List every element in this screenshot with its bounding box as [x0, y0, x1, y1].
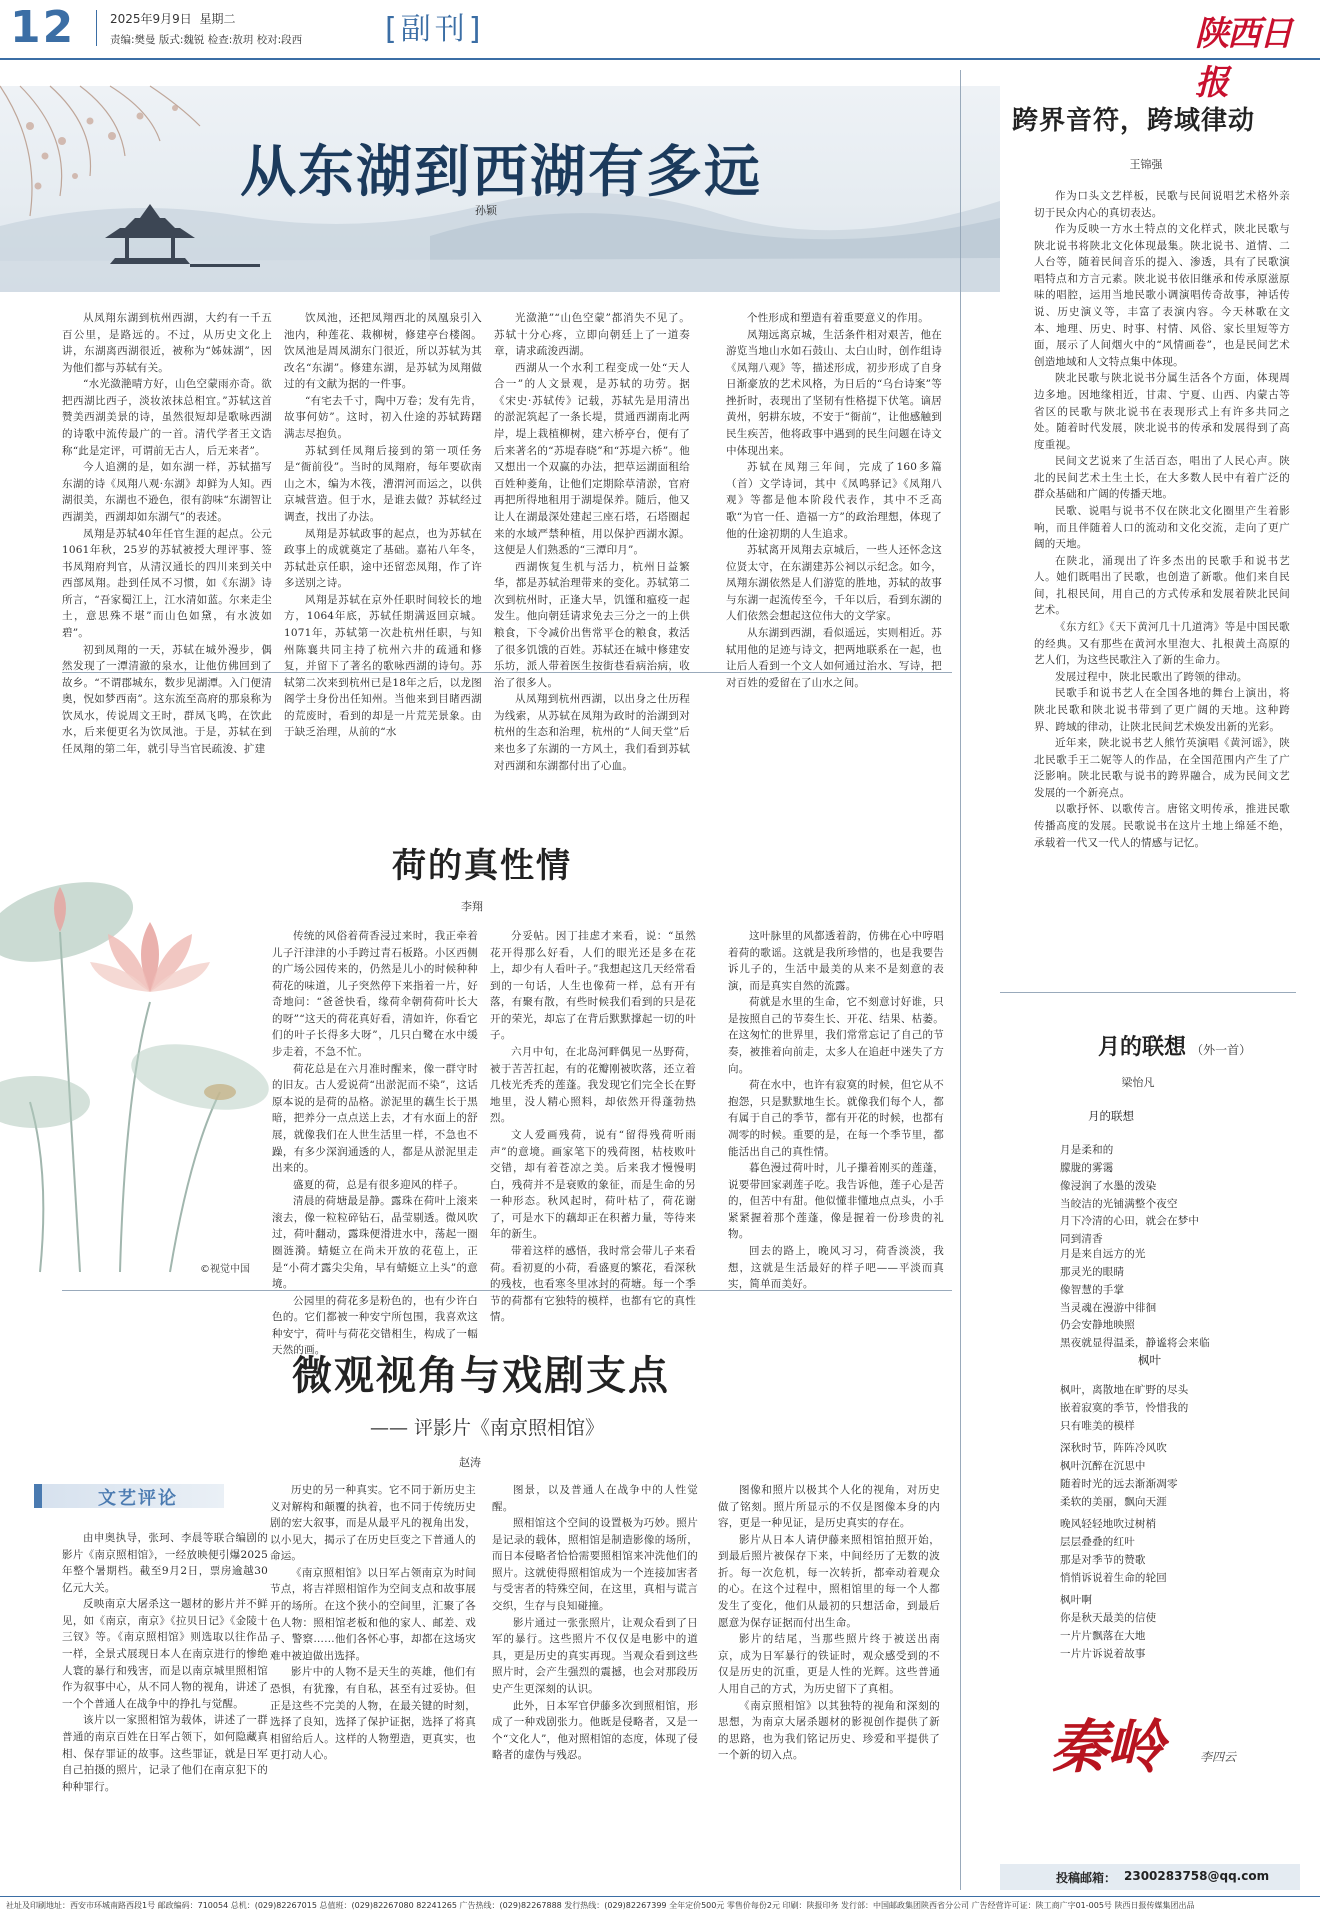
a1c4-p5: 从东湖到西湖，看似遥远，实则相近。苏轼用他的足迹与诗文，把两地联系在一起，也让后人看到一个文人如何通过治水、写诗，把对百姓的爱留在了山水之间。 — [726, 626, 942, 689]
image-credit: ©视觉中国 — [200, 1264, 250, 1275]
poem-author: 梁怡凡 — [1121, 1076, 1155, 1089]
a3c4-p3: 影片的结尾，当那些照片终于被送出南京，成为日军暴行的铁证时，观众感受到的不仅是历史的沉重，更是人性的光辉。这些普通人用自己的方式，为历史留下了真相。 — [718, 1633, 940, 1695]
a2c2-p2: 六月中旬，在北岛河畔偶见一丛野荷，被于苦苦扛起，有的花瓣刚被吹落，还立着几枝光秃秃的莲蓬。我发现它们完全长在野地里，没人精心照料，却依然开得蓬勃热烈。 — [490, 1046, 696, 1125]
a3c2-p3: 影片中的人物不是天生的英雄，他们有恐惧，有犹豫，有自私，甚至有过妥协。但正是这些不完美的人物，在最关键的时刻，选择了良知，选择了保护证据，选择了将真相留给后人。这样的人物塑造，更真实，也更打动人心。 — [270, 1666, 476, 1762]
article3-col1 — [62, 1530, 268, 1878]
article4-author: 王锦强 — [1129, 158, 1163, 171]
s1-l4: 当皎洁的光铺满整个夜空 — [1060, 1197, 1178, 1210]
a4-p8: 发展过程中，陕北民歌出了跨领的律动。 — [1055, 670, 1248, 683]
poem-subtitle-2: 枫叶 — [1138, 1353, 1161, 1367]
a2c1-p3: 盛夏的荷，总是有很多迎风的样子。 — [293, 1178, 465, 1191]
poem-title: 月的联想 — [1098, 1034, 1187, 1060]
s5-l2: 层层叠叠的红叶 — [1060, 1535, 1135, 1548]
a4-p4: 民间文艺说来了生活百态，唱出了人民心声。陕北的民间艺术土生土长，在大多数人民中有着广泛的群众基础和广阔的传播天地。 — [1034, 455, 1290, 501]
label-corner — [34, 1484, 42, 1508]
s3-l1: 枫叶，离散地在旷野的尽头 — [1060, 1384, 1189, 1396]
a3c1-p2: 反映南京大屠杀这一题材的影片并不鲜见，如《南京，南京》《拉贝日记》《金陵十三钗》等。《南京照相馆》则选取以往作品一样，全景式展现日本人在南京进行的惨绝人寰的暴行和残害，而是以南京城里照相馆作为叙事中心，从不同人物的视角，讲述了一个个普通人在战争中的挣扎与觉醒。 — [62, 1598, 268, 1710]
a2c3-p5: 回去的路上，晚风习习，荷香淡淡，我想，这就是生活最好的样子吧——平淡而真实，简单而美好。 — [728, 1244, 944, 1291]
a2c1-p4: 清晨的荷塘最是静。露珠在荷叶上滚来滚去，像一粒粒碎钻石，晶莹剔透。微风吹过，荷叶翻动，露珠便滑进水中，荡起一圈圈涟漪。蜻蜓立在尚未开放的花苞上，正是“小荷才露尖尖角，早有蜻蜓立上头”的意境。 — [272, 1195, 478, 1291]
a1c2-p1: 饮凤池，还把凤翔西北的凤凰泉引入池内，种莲花、栽柳树，修建亭台楼阁。饮凤池是周凤湖东门很近，所以苏轼为其改名“东湖”。修建东湖，是苏轼为凤翔做过的有文献为据的一件事。 — [284, 312, 482, 391]
lotus-leaf-2 — [125, 1033, 274, 1121]
poem-subtitle-1: 月的联想 — [1088, 1109, 1134, 1123]
a3c4-p1: 图像和照片以极其个人化的视角，对历史做了铭刻。照片所显示的不仅是图像本身的内容，更是一种见证，是历史真实的存在。 — [718, 1484, 940, 1530]
s6-l4: 一片片诉说着故事 — [1060, 1647, 1146, 1660]
review-label — [34, 1480, 224, 1512]
footer-info: 社址及印刷地址：西安市环城南路西段1号 邮政编码：710054 总机：(029)82267015 总值班：(029)82267080 82241265 广告热线：(029)82267888 发行热线：(029)82267399 全年定价500元 零售价每份2元 印刷：陕报印务 发行部：中国邮政集团陕西省分公司 广告经营许可证：陕工商广字01-005号 陕西日报传媒集团出品 — [6, 1901, 1195, 1910]
willow-branches — [0, 86, 200, 216]
header-divider — [96, 10, 97, 46]
s5-l3: 那是对季节的赞歌 — [1060, 1553, 1146, 1566]
a4-p3: 陕北民歌与陕北说书分属生活各个方面，体现周边多地。因地缘相近，甘肃、宁夏、山西、内蒙古等省区的民歌与陕北说书在表现形式上有许多共同之处。随着时代发展，陕北说书的传承和发展得到了高度重视。 — [1034, 372, 1290, 451]
divider-3 — [1000, 992, 1296, 993]
email-label: 投稿邮箱： — [1056, 1871, 1117, 1885]
divider-2 — [62, 1290, 952, 1291]
a2c1-p2: 荷花总是在六月准时醒来，像一群守时的旧友。古人爱说荷“出淤泥而不染”，这话原本说的是荷的品格。淤泥里的藕生长于黑暗，把养分一点点送上去，才有水面上的舒展，就像我们在人世生活里一样，不急也不躁，有多少深润通透的人，都是从淤泥里走出来的。 — [272, 1062, 478, 1175]
poem-stanza-4 — [1060, 1440, 1290, 1511]
a1c4-p2: 凤翔远离京城，生活条件相对艰苦，他在游览当地山水如石鼓山、太白山时，创作组诗《凤翔八观》等，描述形成，初步形成了自身日渐豪放的艺术风格，为日后的“乌台诗案”等挫折时，表现出了坚韧有性格提下伏笔。谪居黄州，躬耕东坡，不安于“衙前”，让他感触到民生疾苦，他将政事中遇到的民生问题在诗文中体现出来。 — [726, 328, 942, 457]
s5-l4: 悄悄诉说着生命的轮回 — [1060, 1571, 1167, 1584]
a2c2-p4: 带着这样的感悟，我时常会带儿子来看荷。看初夏的小荷，看盛夏的繁花，看深秋的残枝，也看寒冬里冰封的荷塘。每一个季节的荷都有它独特的模样，也都有它的真性情。 — [490, 1244, 696, 1324]
issue-date — [110, 10, 235, 27]
s3-l3: 只有唯美的模样 — [1060, 1419, 1135, 1432]
a2c1-p5: 公园里的荷花多是粉色的，也有少许白色的。它们都被一种安宁所包围，我喜欢这种安宁，荷叶与荷花交错相生，构成了一幅天然的画。 — [272, 1294, 478, 1357]
s2-l6: 黑夜就显得温柔，静谧将会来临 — [1060, 1337, 1210, 1350]
a4-p9: 民歌手和说书艺人在全国各地的舞台上演出，将陕北民歌和陕北说书带到了更广阔的天地。这种跨界、跨域的律动，让陕北民间艺术焕发出新的光彩。 — [1034, 687, 1290, 733]
a1c1-p2: “水光潋滟晴方好，山色空蒙雨亦奇。欲把西湖比西子，淡妆浓抹总相宜。”苏轼这首赞美西湖美景的诗，虽然很短却是歌咏西湖的诗歌中流传最广的一首。清代学者王文诰称“此是定评，可谓前无古人，后无来者”。 — [62, 378, 272, 457]
a3c1-p1: 由申奥执导，张珂、李晨等联合编剧的影片《南京照相馆》，一经放映便引爆2025年整个暑期档。截至9月2日，票房逾越30亿元大关。 — [62, 1532, 268, 1594]
footer-rule — [0, 1896, 1320, 1897]
a3c2-p2: 《南京照相馆》以日军占领南京为时间节点，将吉祥照相馆作为空间支点和故事展开的场所。在这个狭小的空间里，汇聚了各色人物：照相馆老板和他的家人、邮差、戏子、警察……他们各怀心事，却都在这场灾难中被迫做出选择。 — [270, 1566, 476, 1662]
s1-l5: 月下冷清的心田，就会在梦中 — [1060, 1215, 1200, 1228]
review-label-text: 文艺评论 — [98, 1488, 178, 1509]
column-logo-signature: 李四云 — [1200, 1750, 1237, 1764]
article3-title: 微观视角与戏剧支点 — [292, 1352, 670, 1399]
article4-body — [1034, 188, 1290, 976]
s3-l2: 嵌着寂寞的季节，怜惜我的 — [1060, 1401, 1189, 1414]
a3c3-p2: 照相馆这个空间的设置极为巧妙。照片是记录的载体，照相馆是制造影像的场所，而日本侵略者恰恰需要照相馆来冲洗他们的照片。这就使得照相馆成为一个连接加害者与受害者的特殊空间，在这里，真相与谎言交织，生存与良知碰撞。 — [492, 1517, 698, 1613]
willow-leaves — [26, 105, 178, 190]
seed-pod — [204, 1084, 236, 1100]
poem-stanza-6 — [1060, 1592, 1290, 1663]
a1c4-p3: 苏轼在凤翔三年间，完成了160多篇（首）文学诗词，其中《凤鸣驿记》《凤翔八观》等都是他本阶段代表作，其中不乏高歌“为官一任、造福一方”的政治理想，体现了他的仕途初期的人生追求。 — [726, 461, 942, 540]
article3-author: 赵涛 — [459, 1456, 481, 1469]
article1-col4 — [726, 310, 942, 689]
s5-l1: 晚风轻轻地吹过树梢 — [1060, 1518, 1157, 1530]
s2-l1: 月是来自远方的光 — [1060, 1248, 1146, 1260]
a2c3-p4: 暮色漫过荷叶时，儿子攥着刚买的莲蓬，说要带回家剥莲子吃。我告诉他，莲子心是苦的，但苦中有甜。他似懂非懂地点点头，小手紧紧握着那个莲蓬，像是握着一份珍贵的礼物。 — [728, 1162, 944, 1241]
article3-col2 — [270, 1482, 476, 1878]
article1-col2 — [284, 310, 482, 739]
s2-l5: 仍会安静地映照 — [1060, 1319, 1135, 1332]
s4-l3: 随着时光的远去渐渐凋零 — [1060, 1477, 1178, 1490]
article2-col2 — [490, 928, 696, 1324]
column-logo — [1050, 1700, 1280, 1800]
poem-stanza-5 — [1060, 1516, 1290, 1587]
article3-subtitle: —— 评影片《南京照相馆》 — [370, 1417, 605, 1439]
date-text: 2025年9月9日 — [110, 12, 192, 26]
staff-line: 责编:樊曼 版式:魏锐 检查:敖玥 校对:段西 — [110, 34, 303, 46]
a1c1-p5: 初到凤翔的一天，苏轼在城外漫步，偶然发现了一潭清澈的泉水，让他仿佛回到了故乡。“不谓郡城东，数步见湖潭。入门便清奥，怳如梦西南”。这东流至高府的那泉称为饮凤水，传说周文王时，群凤飞鸣，在饮此水，后来便更名为饮凤池。于是，苏轼在到任凤翔的第二年，就引导当官民疏浚、扩建 — [62, 643, 272, 756]
a2c2-p3: 文人爱画残荷，说有“留得残荷听雨声”的意境。画家笔下的残荷图，枯枝败叶交错，却有着苍凉之美。后来我才慢慢明白，残荷并不是衰败的象征，而是生命的另一种形态。秋风起时，荷叶枯了，荷花谢了，可是水下的藕却正在积蓄力量，等待来年的新生。 — [490, 1128, 696, 1241]
s1-l6: 同到清香 — [1060, 1233, 1103, 1246]
article1-banner — [0, 86, 1000, 292]
poem-title-suffix: （外一首） — [1191, 1043, 1252, 1057]
article3-col3 — [492, 1482, 698, 1878]
s2-l3: 像智慧的手掌 — [1060, 1283, 1125, 1296]
a1c3-p4: 从凤翔到杭州西湖，以出身之仕历程为线索，从苏轼在凤翔为政时的治湖到对杭州的生态和治理，杭州的“人间天堂”后来也多了东湖的一方风土，我们看到苏轼对西湖和东湖都付出了心血。 — [494, 693, 690, 772]
a3c3-p3: 影片通过一张张照片，让观众看到了日军的暴行。这些照片不仅仅是电影中的道具，更是历史的真实再现。当观众看到这些照片时，会产生强烈的震撼，也会对那段历史产生更深刻的认识。 — [492, 1616, 698, 1695]
s6-l2: 你是秋天最美的信使 — [1060, 1611, 1157, 1624]
email-address: 2300283758@qq.com — [1124, 1869, 1270, 1883]
a4-p1: 作为口头文艺样板，民歌与民间说唱艺术格外亲切于民众内心的真切表达。 — [1034, 190, 1290, 219]
a3c4-p4: 《南京照相馆》以其独特的视角和深刻的思想，为南京大屠杀题材的影视创作提供了新的思路，也为我们铭记历史、珍爱和平提供了一个新的切入点。 — [718, 1699, 940, 1762]
a4-p6: 在陕北，涌现出了许多杰出的民歌手和说书艺人。她们既唱出了民歌，也创造了新歌。他们来自民间，扎根民间，用自己的方式传承和发展着陕北民间艺术。 — [1034, 554, 1290, 617]
article1-col3 — [494, 310, 690, 772]
s2-l4: 当灵魂在漫游中徘徊 — [1060, 1301, 1157, 1314]
poem-stanza-1 — [1060, 1142, 1290, 1249]
column-logo-text: 秦岭 — [1050, 1713, 1163, 1781]
a2c2-p1: 分妥帖。因丁挂虑才来看，说：“虽然花开得那么好看，人们的眼光还是多在花上，却少有人看叶子。”我想起这几天经常看到的一句话，人生也像荷一样，总有开有落，有聚有散，有些时候我们看到的只是花开的荣光，却忘了在背后默默撑起一切的叶子。 — [490, 930, 696, 1042]
article4-title: 跨界音符，跨域律动 — [1012, 106, 1256, 136]
s4-l2: 枫叶沉醉在沉思中 — [1060, 1459, 1146, 1472]
poem-title-row — [1098, 1030, 1251, 1061]
s6-l1: 枫叶啊 — [1060, 1594, 1093, 1606]
section-name: [副刊] — [385, 12, 485, 47]
a1c3-p3: 西湖恢复生机与活力，杭州日益繁华，都是苏轼治理带来的变化。苏轼第二次到杭州时，正逢大旱，饥馑和瘟疫一起发生。他向朝廷请求免去三分之一的上供粮食，下令减价出售常平仓的粮食，救活了很多饥饿的百姓。苏轼还在城中修建安乐坊，派人带着医生按街巷看病治病，收治了很多人。 — [494, 560, 690, 689]
a2c1-p1: 传统的风俗着荷香浸过来时，我正牵着儿子汗津津的小手跨过青石板路。小区西侧的广场公园传来的，仍然是儿小的时候种种荷花的味道，儿子突然停下来指着一片，好奇地问：“爸爸快看，缘荷伞朝荷荷叶长大的呀”“这天的荷花真好看，清如许，你看它们的叶子长得多大呀”，几只白鹭在水中缓步走着，不急不忙。 — [272, 930, 478, 1059]
poem-stanza-2 — [1060, 1246, 1290, 1353]
a2c3-p2: 荷就是水里的生命，它不刻意讨好谁，只是按照自己的节奏生长、开花、结果、枯萎。在这匆忙的世界里，我们常常忘记了自己的节奏，被推着向前走，太多人在追赶中迷失了方向。 — [728, 996, 944, 1075]
poem-stanza-3 — [1060, 1382, 1290, 1436]
sidebar-divider — [960, 70, 961, 1890]
a4-p11: 以歌抒怀、以歌传言。唐铭文明传承，推进民歌传播高度的发展。民歌说书在这片土地上绵延不绝，承载着一代又一代人的情感与记忆。 — [1034, 803, 1290, 849]
a1c1-p3: 今人追溯的是，如东湖一样，苏轼描写东湖的诗《凤翔八观·东湖》却鲜为人知。西湖很美，东湖也不逊色，很有韵味“东湖智让西湖美，西湖却如东湖气”的表述。 — [62, 461, 272, 523]
s1-l1: 月是柔和的 — [1060, 1144, 1114, 1156]
s6-l3: 一片片飘落在大地 — [1060, 1629, 1146, 1642]
a2c3-p1: 这叶脉里的风都透着韵，仿佛在心中哼唱着荷的歌谣。这就是我所珍惜的，也是我要告诉儿子的，生活中最美的从来不是刻意的表演，而是真实自然的流露。 — [728, 930, 944, 992]
a3c4-p2: 影片从日本人请伊藤来照相馆拍照开始，到最后照片被保存下来，中间经历了无数的波折。每一次危机，每一次转折，都牵动着观众的心。在这个过程中，照相馆里的每一个人都发生了变化，他们从最初的只想活命，到最后愿意为保存证据而付出生命。 — [718, 1533, 940, 1629]
submission-bar — [1000, 1864, 1300, 1890]
article1-author: 孙颖 — [475, 204, 497, 217]
a1c3-p2: 西湖从一个水利工程变成一处“天人合一”的人文景观，是苏轼的功劳。据《宋史·苏轼传》记载，苏轼先是用清出的淤泥筑起了一条长堤，贯通西湖南北两岸，堤上栽植柳树，建六桥亭台，便有了后来著名的“苏堤春晓”和“苏堤六桥”。他又想出一个双赢的办法，把草运湖面租给百姓种菱角，让他们定期除草清淤，官府再把所得地租用于湖堤保养。随后，他又让人在湖最深处建起三座石塔，石塔圈起来的水域严禁种植，用以保护西湖水源。这便是人们熟悉的“三潭印月”。 — [494, 361, 690, 557]
masthead-logo: 陕西日报 — [1195, 14, 1291, 103]
article2-col3 — [728, 928, 944, 1291]
a1c2-p2: “有宅去千寸，陶中万卷；发有先肯，故事何妨”。这时，初入仕途的苏轼踌躇满志尽抱负。 — [284, 394, 482, 441]
a4-p10: 近年来，陕北说书艺人熊竹英演唱《黄河谣》，陕北民歌手王二妮等人的作品，在全国范围内产生了广泛影响。陕北民歌与说书的跨界融合，成为民间文艺发展的一个新亮点。 — [1034, 737, 1290, 799]
article2-col1 — [272, 928, 478, 1357]
article3-col4 — [718, 1482, 940, 1878]
a3c2-p1: 历史的另一种真实。它不同于新历史主义对解构和颠覆的执着，也不同于传统历史剧的宏大叙事，而是从最平凡的视角出发，以小见大，揭示了在历史巨变之下普通人的命运。 — [270, 1484, 476, 1563]
a4-p5: 民歌、说唱与说书不仅在陕北文化圈里产生着影响，而且伴随着人口的流动和文化交流，走向了更广阔的天地。 — [1034, 504, 1290, 551]
section-label: 副刊 — [400, 12, 469, 47]
header-rule — [0, 58, 1320, 60]
s4-l4: 柔软的美丽，飘向天涯 — [1060, 1495, 1167, 1508]
a3c3-p4: 此外，日本军官伊藤多次到照相馆，形成了一种戏剧张力。他既是侵略者，又是一个“文化人”，他对照相馆的态度，体现了侵略者的虚伪与残忍。 — [492, 1699, 698, 1762]
a1c3-p1: 光潋滟”“山色空蒙”都消失不见了。苏轼十分心疼，立即向朝廷上了一道奏章，请求疏浚西湖。 — [494, 312, 690, 358]
a3c3-p1: 图景，以及普通人在战争中的人性觉醒。 — [492, 1484, 698, 1513]
a1c1-p4: 凤翔是苏轼40年任官生涯的起点。公元1061年秋，25岁的苏轼被授大理评事、签书凤翔府判官，从清汉通长的四川来到关中西部凤翔。赴到任凤不习惯，如《东湖》诗所言，“吾家蜀江上，江水清如蓝。尔来走尘土，意思殊不堪”而山色如黛，有水波如碧”。 — [62, 527, 272, 639]
a2c3-p3: 荷在水中，也许有寂寞的时候，但它从不抱怨，只是默默地生长。就像我们每个人，都有属于自己的季节，都有开花的时候，也都有凋零的时候。重要的是，在每一个季节里，都能活出自己的真性情。 — [728, 1079, 944, 1158]
article2-author: 李翔 — [461, 900, 483, 913]
s4-l1: 深秋时节，阵阵冷风吹 — [1060, 1442, 1167, 1454]
page-header — [0, 0, 1320, 103]
s1-l2: 朦胧的雾霭 — [1060, 1161, 1114, 1174]
a1c2-p4: 凤翔是苏轼政事的起点，也为苏轼在政事上的成就奠定了基础。嘉祐八年冬，苏轼赴京任职，途中还留恋凤翔，作了许多送别之诗。 — [284, 527, 482, 590]
lotus-leaf-3 — [0, 1076, 90, 1128]
a1c2-p5: 风翔是苏轼在京外任职时间较长的地方，1064年底，苏轼任期满返回京城。1071年，苏轼第一次赴杭州任职，与知州陈襄共同主持了杭州六井的疏通和修复，并留下了著名的歌咏西湖的诗句。苏轼第二次来到杭州已是18年之后，以龙图阁学士身份出任知州。当他来到目睹西湖的荒废时，看到的却是一片荒芜景象。由于缺乏治理，从前的“水 — [284, 593, 482, 739]
article2-title: 荷的真性情 — [392, 846, 572, 886]
a1c4-p4: 苏轼离开凤翔去京城后，一些人还怀念这位贤太守，在东湖建苏公祠以示纪念。如今，凤翔东湖依然是人们游览的胜地，苏轼的故事与东湖一起流传至今，千年以后，看到东湖的人们依然会想起这位伟大的文学家。 — [726, 544, 942, 623]
s2-l2: 那灵光的眼睛 — [1060, 1265, 1125, 1278]
a4-p7: 《东方红》《天下黄河几十几道湾》等是中国民歌的经典。又有那些在黄河水里泡大、扎根黄土高原的艺人们，为这些民歌注入了新的生命力。 — [1034, 621, 1290, 667]
weekday-text: 星期二 — [199, 12, 236, 26]
article1-col1 — [62, 310, 272, 756]
a3c1-p3: 该片以一家照相馆为载体，讲述了一群普通的南京百姓在日军占领下，如何隐藏真相、保存罪证的故事。这些罪证，就是日军自己拍摄的照片，记录了他们在南京犯下的种种罪行。 — [62, 1714, 268, 1793]
lotus-illustration — [0, 672, 270, 1272]
a1c1-p1: 从凤翔东湖到杭州西湖，大约有一千五百公里，是路远的。不过，从历史文化上讲，东湖离西湖很近，被称为“姊妹湖”，因为他们都与苏轼有关。 — [62, 312, 272, 374]
a4-p2: 作为反映一方水土特点的文化样式，陕北民歌与陕北说书将陕北文化体现最集。陕北说书、道情、二人台等，随着民间音乐的提入、渗透，具有了民歌演唱特点和方言元素。陕北说书依旧继承和传承原滋原味的唱腔，运用当地民歌小调演唱传奇故事，神话传说、历史演义等，丰富了表演内容。今天林歌在文本、地理、历史、时事、村情、风俗、家长里短等方面，展示了人间烟火中的“风情画卷”，也是民间艺术创造地域和人文特点集中体现。 — [1034, 223, 1290, 368]
page-number: 12 — [10, 2, 76, 53]
article1-title: 从东湖到西湖有多远 — [240, 139, 762, 205]
a1c4-p1: 个性形成和塑造有着重要意义的作用。 — [747, 312, 929, 324]
a1c2-p3: 苏轼到任凤翔后接到的第一项任务是“衙前役”。当时的凤翔府，每年要砍南山之木，编为木筏，漕渭河而运之，以供京城营造。但于水，是谁去做？苏轼经过调查，找出了办法。 — [284, 444, 482, 523]
s1-l3: 像浸润了水墨的泼染 — [1060, 1179, 1157, 1192]
